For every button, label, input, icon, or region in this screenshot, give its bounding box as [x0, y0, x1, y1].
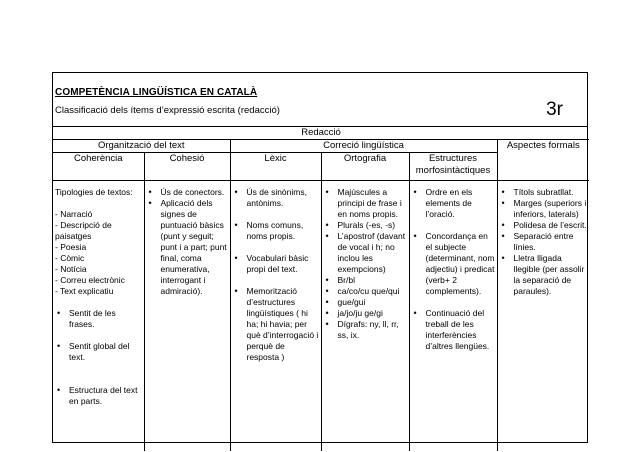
document-subtitle: Classificació dels ítems d’expressió escrita (redacció): [55, 105, 280, 116]
lexic-item: • Ús de sinònims, antònims.: [233, 187, 319, 209]
cell-aspectes: [497, 181, 589, 452]
header-organitzacio: Organització del text: [53, 140, 230, 153]
coherencia-bullet: • Sentit global del text.: [55, 341, 142, 363]
cohesio-item: • Ús de conectors.: [147, 187, 228, 198]
lexic-item: • Memorització d’estructures lingüístiques ( hi ha; hi havia; per què d’interrogació i perquè de resposta ): [233, 286, 319, 363]
cell-cohesio: [144, 181, 230, 452]
text-type-item: - Correu electrònic: [55, 275, 125, 285]
text-types-list: [55, 209, 142, 297]
col-header-lexic: Lèxic: [230, 153, 321, 181]
document-title: COMPETÈNCIA LINGÜÍSTICA EN CATALÀ: [55, 87, 258, 98]
ortografia-item: • L’apostrof (davant de vocal i h; no inclou les exempcions): [324, 231, 407, 275]
aspectes-item: • Separació entre línies.: [500, 231, 588, 253]
document-frame: [52, 72, 588, 443]
header-correccio: Correció lingüística: [230, 140, 497, 153]
ortografia-item: • Plurals (-es, -s): [324, 220, 407, 231]
cell-coherencia: [53, 181, 144, 452]
lexic-item: • Vocabulari bàsic propi del text.: [233, 253, 319, 275]
ortografia-item: • gue/gui: [324, 297, 407, 308]
header-redaccio: Redacció: [53, 127, 589, 140]
ortografia-item: • Dígrafs: ny, ll, rr, ss, ix.: [324, 319, 407, 341]
text-type-item: - Poesia: [55, 242, 87, 252]
text-type-item: - Notícia: [55, 264, 87, 274]
estructures-item: • Ordre en els elements de l’oració.: [412, 187, 495, 220]
text-type-item: - Descripció de paisatges: [55, 220, 112, 241]
cell-ortografia: [321, 181, 409, 452]
ortografia-item: • ja/jo/ju ge/gi: [324, 308, 407, 319]
cell-estructures: [409, 181, 497, 452]
aspectes-item: • Títols subratllat.: [500, 187, 588, 198]
text-type-item: - Text explicatiu: [55, 286, 114, 296]
estructures-item: • Concordança en el subjecte (determinant, nom adjectiu) i predicat (verb+ 2 complements).: [412, 231, 495, 297]
coherencia-bullet: • Sentit de les frases.: [55, 308, 142, 330]
cohesio-item: • Aplicació dels signes de puntuació bàsics (punt y seguit; punt i a part; punt final, coma enumerativa, interrogant i admiració).: [147, 198, 228, 297]
aspectes-item: • Lletra lligada llegible (per assolir la separació de paraules).: [500, 253, 588, 297]
header-aspectes-formals: Aspectes formals: [497, 140, 589, 181]
col-header-ortografia: Ortografia: [321, 153, 409, 181]
text-type-item: - Narració: [55, 209, 93, 219]
col-header-estructures: Estructures morfosintàctiques: [409, 153, 497, 181]
aspectes-item: • Polidesa de l’escrit.: [500, 220, 588, 231]
grade-label: 3r: [546, 99, 563, 120]
ortografia-item: • ca/co/cu que/qui: [324, 286, 407, 297]
col-header-coherencia: Coherència: [53, 153, 144, 181]
text-type-item: - Còmic: [55, 253, 85, 263]
coherencia-intro: Tipologies de textos:: [55, 187, 133, 197]
classification-table: [53, 127, 589, 451]
lexic-item: • Noms comuns, noms propis.: [233, 220, 319, 242]
col-header-cohesio: Cohesió: [144, 153, 230, 181]
document-header: [53, 73, 587, 127]
coherencia-bullet: • Estructura del text en parts.: [55, 385, 142, 407]
ortografia-item: • Majúscules a principi de frase i en noms propis.: [324, 187, 407, 220]
estructures-item: • Continuació del treball de les interferències d’altres llengües.: [412, 308, 495, 352]
ortografia-item: • Br/bl: [324, 275, 407, 286]
aspectes-item: • Marges (superiors i inferiors, laterals): [500, 198, 588, 220]
cell-lexic: [230, 181, 321, 452]
